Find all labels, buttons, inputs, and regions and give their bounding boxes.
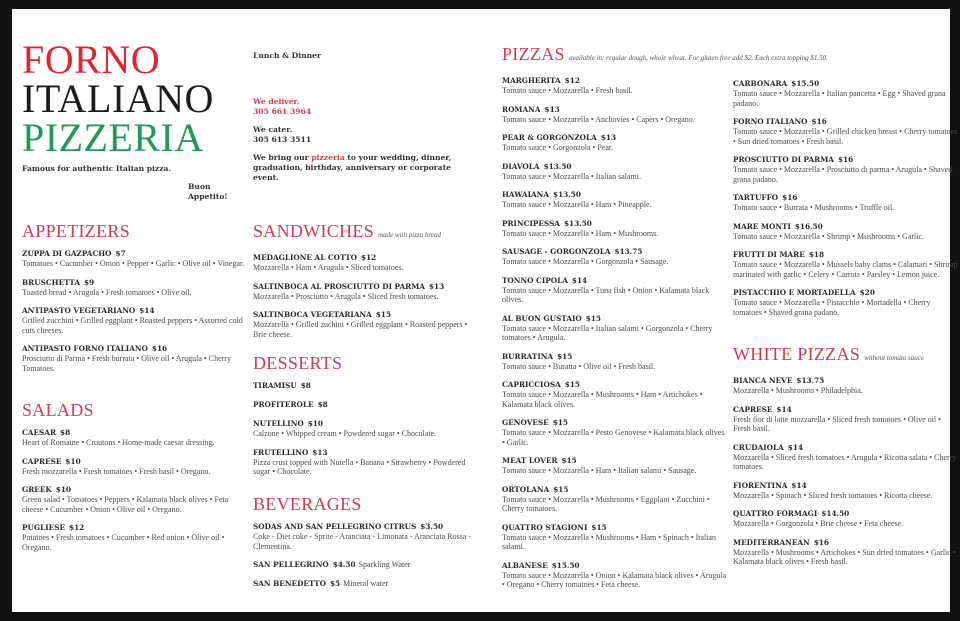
menu-item-header [502,190,728,200]
menu-item-price: $4.50 [332,560,356,569]
signoff [188,182,228,202]
blurb-highlight: pizzeria [311,153,345,162]
menu-item-name: HAWAIANA [502,190,549,199]
menu-item-description: Green salad • Tomatoes • Peppers • Kalamata black olives • Feta cheese • Cucumber • Onion • Olive oil • Oregano. [22,495,229,514]
brand-pizzeria: PIZZERIA [22,115,204,160]
menu-item-description: Tomato sauce • Burrata • Mushrooms • Truffle oil. [733,203,895,212]
menu-item-description: Tomato sauce • Mozzarella • Pesto Genovese • Kalamata black olives • Garlic. [502,428,725,447]
menu-item-price: $14 [791,480,807,490]
menu-item-name: GREEK [22,485,52,494]
menu-item-name: ALBANESE [502,560,548,570]
menu-item [253,448,479,477]
menu-item [733,481,959,501]
menu-item-header [253,400,479,410]
menu-item-name: PUGLIESE [22,523,66,532]
menu-item-price: $13 [600,133,617,142]
menu-item [22,457,248,477]
menu-item-price: $15 [585,313,601,323]
menu-item-name: CRUDAIOLA [733,442,784,452]
menu-item-price: $16.50 [794,221,823,231]
menu-item-price: $8 [317,400,328,409]
menu-item-list [22,249,248,373]
menu-item-price: $5 [329,579,341,588]
menu-item-header [733,288,959,298]
section-heading [253,353,479,373]
menu-item-name: CAESAR [22,428,57,437]
menu-item [253,522,479,551]
menu-item-header [502,162,728,172]
menu-item [502,418,728,447]
section-title: SANDWICHES [253,221,375,241]
menu-item [733,538,959,567]
menu-item [253,400,479,410]
menu-item-name: ANTIPASTO VEGETARIANO [22,306,136,315]
menu-item-description: Tomato sauce • Mozzarella • Gorgonzola • Sausage. [502,257,669,266]
menu-item-description: Fresh mozzarella • Fresh tomatoes • Fresh basil • Oregano. [22,466,211,476]
menu-item-name: MEAT LOVER [502,456,558,465]
menu-item-name: TARTUFFO [733,193,779,202]
section-title: BEVERAGES [253,494,362,514]
menu-item-name: CARBONARA [733,79,788,88]
menu-item-description: Tomato sauce • Mozzarella • Pistacchio • Mortadella • Cherry tomatoes • Shaved grana padano. [733,298,931,317]
menu-item [502,276,728,305]
menu-item-price: $20 [859,288,875,297]
menu-item-header [502,418,728,428]
section-heading [502,44,828,68]
menu-item-header [502,352,728,362]
menu-item-description: Heart of Romaine • Croutons • Home-made caesar dressing. [22,438,215,447]
menu-item-name: PISTACCHIO E MORTADELLA [733,288,856,297]
menu-item-description: Grilled zucchini • Grilled eggplant • Roasted peppers • Assorted cold cuts cheeses. [22,316,243,335]
menu-item-description: Mozzarella • Ham • Arugula • Sliced tomatoes. [253,263,404,272]
delivery-info [253,97,311,117]
menu-item-price: $14 [787,442,804,452]
menu-item-description: Tomato sauce • Mozzarella • Ham • Pineapple. [502,200,652,209]
menu-item [502,380,728,409]
menu-item-price: $8 [300,381,311,390]
menu-item-header [502,105,728,115]
menu-item-name: MARGHERITA [502,76,561,85]
menu-item-price: $10 [65,456,81,466]
menu-item-description: Mozzarella • Gorgonzola • Brie cheese • Feta cheese. [733,519,904,528]
menu-item-name: DIAVOLA [502,161,540,171]
menu-item-description: Tomato sauce • Mozzarella • Onion • Kalamata black olives • Arugula • Oregano • Cherry tomatoes • Feta cheese. [502,570,727,589]
menu-item-header [733,222,959,232]
section-desserts [253,353,479,486]
menu-item-header [733,117,959,127]
menu-item-name: TONNO CIPOLA [502,275,568,285]
menu-item-price: $13 [312,447,328,457]
menu-item-price: $13.75 [796,376,825,385]
menu-item-price: $10 [307,419,323,428]
menu-item-price: $15 [375,310,392,319]
menu-item-price: $16 [837,155,854,164]
menu-item [502,456,728,476]
menu-item [733,288,959,317]
blurb-pre: We bring our [253,153,312,162]
menu-item-description: Mozzarella • Spinach • Sliced fresh tomatoes • Ricotta cheese. [733,490,933,500]
menu-item-name: SALTINBOCA AL PROSCIUTTO DI PARMA [253,281,425,291]
menu-item-description: Mozzarella • Sliced fresh tomatoes • Arugula • Ricotta salata • Cherry tomatoes. [733,452,957,471]
menu-item [253,579,479,589]
section-heading [253,221,479,245]
menu-item [733,117,959,146]
menu-item-price: $15 [561,456,577,465]
menu-item-name: SAN BENEDETTO [253,579,326,588]
menu-item [502,485,728,514]
menu-item-price: $14 [776,404,792,414]
menu-item [253,282,479,302]
menu-item-name: CAPRICCIOSA [502,380,561,389]
section-title: PIZZAS [502,44,565,64]
signoff-line-1: Buon [188,182,211,191]
menu-item-name: FORNO ITALIANO [733,117,808,126]
menu-item [253,253,479,273]
menu-item-list [733,376,959,567]
menu-item-description: Fresh fior di latte mozzarella • Sliced fresh tomatoes • Olive oil • Fresh basil. [733,414,941,433]
menu-item-header [22,485,248,495]
section-heading [253,494,479,514]
menu-item-name: QUATTRO STAGIONI [502,522,588,532]
menu-item-price: $15 [553,484,569,494]
menu-item-description: Mozzarella • Mushrooms • Artichokes • Sun dried tomatoes • Garlic • Kalamata black olives • Fresh basil. [733,547,956,566]
menu-item-header [733,538,959,548]
menu-item [502,190,728,210]
menu-item-description: Tomato sauce • Mozzarella • Grilled chicken breast • Cherry tomatoes • Sun dried tomatoes • Fresh basil. [733,127,958,146]
menu-item-name: BURRATINA [502,351,554,361]
menu-item-name: ANTIPASTO FORNO ITALIANO [22,344,148,353]
menu-item-price: $14 [139,306,155,315]
menu-item-name: QUATTRO FORMAGI [733,509,818,518]
menu-item [253,419,479,439]
menu-item-header [253,381,479,391]
menu-item-header [733,509,959,519]
menu-item [253,310,479,339]
menu-item-description: Pizza crust topped with Nutella • Banana • Strawberry • Powdered sugar • Chocolate. [253,457,466,476]
menu-item [502,76,728,96]
menu-item-header [502,523,728,533]
menu-item [22,278,248,298]
menu-item [502,162,728,182]
menu-item-header [253,253,479,263]
menu-item-price: $3.50 [420,522,444,531]
menu-item-price: $13.50 [553,190,581,199]
menu-item-price: $10 [55,485,71,494]
menu-item-description: Tomato sauce • Buratta • Olive oil • Fresh basil. [502,361,656,371]
menu-item-description: Tomato sauce • Mozzarella • Fresh basil. [502,86,633,95]
menu-item [733,222,959,242]
menu-item [253,381,479,391]
section-white-pizzas [733,344,959,576]
menu-item-header [502,485,728,495]
menu-item-header [253,448,479,458]
menu-item-price: $14.50 [821,509,850,518]
section-title: DESSERTS [253,353,343,373]
menu-item-price: $15.50 [551,560,580,570]
section-title: SALADS [22,400,94,420]
menu-item-name: FIORENTINA [733,480,788,490]
hours: Lunch & Dinner [253,51,322,60]
deliver-label: We deliver. [253,97,300,106]
menu-item [733,405,959,434]
menu-item-description: Tomato sauce • Mozzarella • Tuna fish • Onion • Kalamata black olives. [502,285,710,304]
menu-item [502,561,728,590]
menu-item-name: SAN PELLEGRINO [253,560,329,569]
menu-page [12,9,958,612]
menu-item-name: SODAS AND SAN PELLEGRINO CITRUS [253,522,417,531]
menu-item-description: Tomato sauce • Mozzarella • Italian pancetta • Egg • Shaved grana padano. [733,89,946,108]
menu-item-price: $12 [360,253,377,262]
menu-item-description: Tomato sauce • Mozzarella • Prosciutto di parma • Arugula • Shaved grana padano. [733,165,953,184]
section-title: APPETIZERS [22,221,131,241]
menu-item-name: SALTINBOCA VEGETARIANA [253,310,372,319]
menu-item-description: Tomato sauce • Mozzarella • Italian salami. [502,171,641,181]
menu-item-name: SAUSAGE - GORGONZOLA [502,247,611,256]
menu-item-price: $13.75 [614,247,643,256]
menu-item-name: FRUTELLINO [253,447,309,457]
section-pizzas-continued [733,79,959,326]
menu-item-header [253,310,479,320]
menu-item [502,105,728,125]
menu-item-list [253,522,479,589]
menu-item [22,428,248,448]
menu-item-header [253,579,479,589]
menu-item-description: Mozzarella • Prosciutto • Arugula • Sliced fresh tomatoes. [253,291,439,301]
menu-item-description: Tomato sauce • Mozzarella • Mussels baby clams • Calamari • Shrimp marinated with garlic • Celery • Carrots • Parsley • Lemon juice. [733,260,958,279]
menu-item-header [22,306,248,316]
menu-item-price: $13 [544,104,560,114]
menu-item [22,344,248,373]
menu-item-list [253,253,479,339]
menu-item [502,133,728,153]
menu-item [733,509,959,529]
menu-item-header [733,155,959,165]
menu-item-header [22,278,248,288]
menu-item-name: PRINCIPESSA [502,218,560,228]
menu-item-price: $15 [564,380,580,389]
menu-item-header [502,247,728,257]
menu-item-price: $12 [564,76,580,85]
section-salads [22,400,248,561]
menu-item-name: CAPRESE [733,404,773,414]
menu-item-name: MEDITERRANEAN [733,537,810,547]
menu-item-price: $16 [811,117,827,126]
menu-item [502,523,728,552]
menu-item-name: PROFITEROLE [253,400,314,409]
menu-item-header [502,219,728,229]
menu-item-price: $15 [591,522,607,532]
cater-phone[interactable]: 305 613 3511 [253,135,312,144]
menu-item [733,155,959,184]
blurb-post: to your wedding, dinner, graduation, birthday, anniversary or corporate event. [253,153,452,182]
menu-item-name: FRUTTI DI MARE [733,250,805,259]
menu-item-header [733,376,959,386]
events-blurb [253,153,458,183]
brand-italiano: ITALIANO [22,76,214,121]
menu-item-header [502,561,728,571]
menu-item-price: $8 [60,428,71,437]
menu-item-description: Tomato sauce • Mozzarella • Mushrooms • Ham • Artichokes • Kalamata black olives. [502,390,703,409]
menu-item-header [22,428,248,438]
menu-item [22,249,248,269]
menu-item [502,247,728,267]
menu-item-name: PEAR & GORGONZOLA [502,133,597,142]
menu-item-price: $15 [552,418,568,427]
menu-item-description: Tomato sauce • Gorgonzola • Pear. [502,143,614,152]
section-note: without tomato sauce [864,354,924,362]
menu-item [502,219,728,239]
menu-item [22,306,248,335]
menu-item-header [733,193,959,203]
menu-item [502,314,728,343]
menu-item-description: Toasted bread • Arugula • Fresh tomatoes • Olive oil. [22,287,192,297]
menu-item-description: Mozzarella • Grilled zuchini • Grilled eggplant • Roasted peppers • Brie cheese. [253,320,468,339]
cater-label: We cater. [253,125,293,134]
catering-info [253,125,311,145]
section-heading [733,344,959,368]
menu-item-header [733,405,959,415]
section-beverages [253,494,479,598]
menu-item-price: $16 [782,193,798,202]
section-title: WHITE PIZZAS [733,344,861,364]
menu-item-price: $13.50 [543,161,572,171]
menu-item [22,485,248,514]
menu-item-header [253,560,479,570]
deliver-phone[interactable]: 305 661 3964 [253,107,312,116]
menu-item-name: ZUPPA DI GAZPACHO [22,249,112,258]
menu-item-name: BRUSCHETTA [22,277,80,287]
menu-item-description: Calzone • Whipped cream • Powdered sugar • Chocolate. [253,429,437,438]
menu-item-price: $13.50 [563,218,592,228]
menu-item [733,193,959,213]
menu-item [253,560,479,570]
menu-item-description: Mozzarella • Mushrooms • Philadelphia. [733,386,863,395]
menu-item-header [22,457,248,467]
menu-item-header [733,443,959,453]
menu-item-price: $15.50 [791,79,820,88]
menu-item-description: Tomato sauce • Mozzarella • Ham • Italian salami • Sausage. [502,466,697,475]
menu-item-price: $15 [557,351,573,361]
menu-item-description: Tomato sauce • Mozzarella • Anchovies • Capers • Oregano. [502,114,695,124]
section-note: made with pizza bread [378,231,441,239]
menu-item-list [733,79,959,317]
menu-item-price: $9 [84,277,95,287]
menu-item-description: Tomato sauce • Mozzarella • Mushrooms • Ham • Spinach • Italian salami. [502,532,717,551]
menu-item-list [253,381,479,477]
menu-item-header [253,419,479,429]
menu-item-header [733,250,959,260]
menu-item-name: BIANCA NEVE [733,376,793,385]
menu-item-name: MARE MONTI [733,221,791,231]
menu-item-description: Tomato sauce • Mozzarella • Shrimp • Mushrooms • Garlic. [733,231,925,241]
menu-item-extra: Mineral water [343,579,389,588]
menu-item-header [733,481,959,491]
menu-item-extra: Sparkling Water [358,560,411,569]
menu-item [22,523,248,552]
section-heading [22,221,248,241]
menu-item-description: Prosciutto di Parma • Fresh burrata • Olive oil • Arugula • Cherry Tomatoes. [22,354,231,373]
menu-item-name: MEDAGLIONE AL COTTO [253,253,357,262]
menu-item-description: Coke - Diet coke - Sprite - Aranciata - Limonata - Aranciata Rossa - Clementina. [253,532,471,551]
menu-item [733,443,959,472]
menu-item-description: Tomatoes • Cucumber • Onion • Pepper • Garlic • Olive oil • Vinegar. [22,259,245,268]
menu-item-header [22,344,248,354]
menu-item [733,79,959,108]
menu-item-description: Tomato sauce • Mozzarella • Mushrooms • Eggplant • Zucchini • Cherry tomatoes. [502,494,710,513]
menu-item-price: $18 [808,250,825,259]
menu-item-price: $7 [115,249,126,258]
signoff-line-2: Appetito! [188,192,228,201]
menu-item-name: ROMANA [502,104,541,114]
menu-item-header [253,522,479,532]
menu-item-name: NUTELLINO [253,419,304,428]
menu-item-header [502,133,728,143]
menu-item-description: Tomato sauce • Mozzarella • Italian salami • Gorgonzola • Cherry tomatoes • Arugula. [502,323,713,342]
menu-item-price: $12 [69,523,85,532]
menu-item-header [22,249,248,259]
menu-item-header [733,79,959,89]
menu-item-price: $16 [151,344,168,353]
menu-item-header [22,523,248,533]
menu-item [733,376,959,396]
menu-item-price: $16 [813,537,829,547]
menu-item-header [502,380,728,390]
menu-item-list [22,428,248,552]
brand-forno: FORNO [22,37,161,82]
menu-item-header [502,314,728,324]
menu-item-header [502,76,728,86]
menu-item-price: $14 [571,275,588,285]
tagline: Famous for authentic Italian pizza. [22,164,172,173]
menu-item-description: Potatoes • Fresh tomatoes • Cucumber • Red onion • Olive oil • Oregano. [22,533,225,552]
menu-item-name: TIRAMISU [253,381,297,390]
section-heading [22,400,248,420]
menu-item-header [253,282,479,292]
menu-item-name: GENOVESE [502,418,549,427]
section-note: available in: regular dough, whole wheat. For gluten free add $2. Each extra topping $1.50. [568,54,828,62]
menu-item-name: PROSCIUTTO DI PARMA [733,155,834,164]
menu-item [733,250,959,279]
menu-item-name: CAPRESE [22,456,62,466]
menu-item-header [502,456,728,466]
menu-item-list [502,76,728,590]
section-appetizers [22,221,248,382]
menu-item-price: $13 [428,281,445,291]
menu-item-header [502,276,728,286]
menu-item-description: Tomato sauce • Mozzarella • Ham • Mushrooms. [502,228,659,238]
section-sandwiches [253,221,479,348]
menu-item-name: ORTOLANA [502,484,550,494]
menu-item [502,352,728,372]
menu-item-name: AL BUON GUSTAIO [502,313,582,323]
